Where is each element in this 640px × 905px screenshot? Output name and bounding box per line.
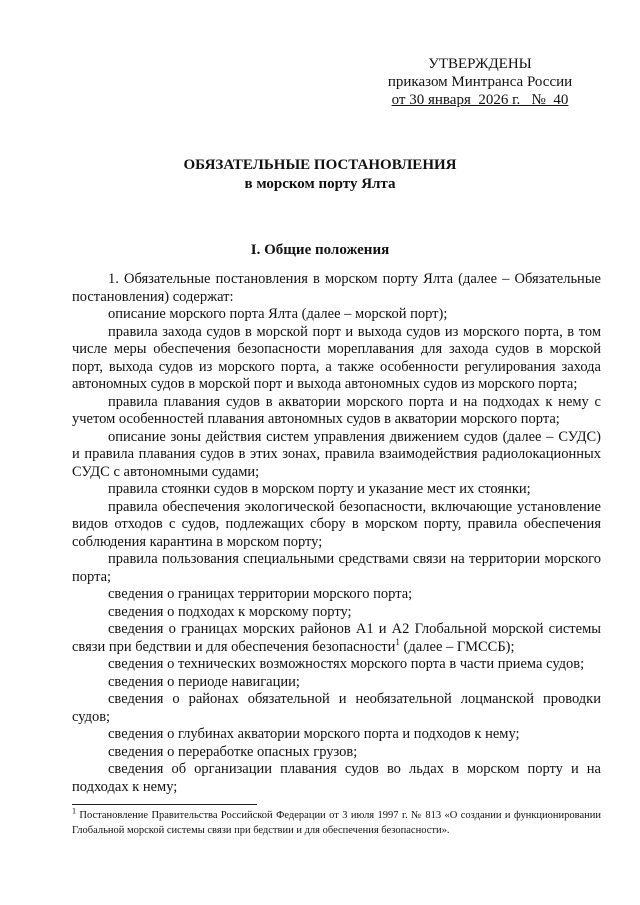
document-title [0, 156, 640, 194]
document-body [72, 271, 601, 796]
paragraph: сведения о подходах к морскому порту; [108, 603, 352, 620]
footnote-mark: 1 [72, 806, 76, 816]
paragraph: сведения о районах обязательной и необязательной лоцманской проводки судов; [72, 691, 601, 725]
document-title-main: ОБЯЗАТЕЛЬНЫЕ ПОСТАНОВЛЕНИЯ [183, 157, 457, 173]
paragraph: правила обеспечения экологической безопасности, включающие установление видов отходов с судов, подлежащих сбору в морском порту, правила обеспечения соблюдения карантина в морском порту; [72, 498, 601, 550]
paragraph-text: сведения о границах морских районов А1 и А2 Глобальной морской системы связи при бедствии и для обеспечения безопасности [72, 621, 601, 655]
paragraph: сведения о переработке опасных грузов; [108, 743, 358, 760]
paragraph: правила захода судов в морской порт и выхода судов из морского порта, в том числе меры обеспечения безопасности мореплавания для захода судов в морской порт, выхода судов из морского порта, а также особенности регулирования захода автономных судов в морской порт и выхода автономных судов из морского порта; [72, 323, 601, 392]
approval-title: УТВЕРЖДЕНЫ [428, 56, 532, 72]
paragraph: описание зоны действия систем управления движением судов (далее – СУДС) и правила плавания судов в этих зонах, правила взаимодействия радиолокационных СУДС с автономными судами; [72, 428, 601, 480]
section-heading: I. Общие положения [250, 242, 390, 258]
footnote-text: Постановление Правительства Российской Федерации от 3 июля 1997 г. № 813 «О создании и функционировании Глобальной морской системы связи при бедствии и для обеспечения безопасности». [72, 810, 601, 836]
paragraph: описание морского порта Ялта (далее – морской порт); [108, 306, 448, 322]
document-title-sub: в морском порту Ялта [244, 176, 396, 192]
footnote [72, 808, 601, 838]
paragraph: сведения о границах территории морского порта; [108, 586, 413, 602]
footnote-reference: 1 [395, 636, 400, 647]
paragraph: сведения о технических возможностях морского порта в части приема судов; [108, 656, 585, 672]
approval-block [360, 55, 600, 109]
paragraph: сведения о глубинах акватории морского порта и подходов к нему; [108, 726, 520, 742]
paragraph: сведения об организации плавания судов во льдах в морском порту и на подходах к нему; [72, 761, 601, 795]
paragraph: правила стоянки судов в морском порту и указание мест их стоянки; [108, 481, 531, 497]
paragraph: сведения о периоде навигации; [108, 673, 300, 690]
paragraph-with-footnote [72, 621, 601, 656]
approval-date-number: от 30 января 2026 г. № 40 [391, 92, 569, 108]
paragraph: правила пользования специальными средствами связи на территории морского порта; [72, 551, 601, 585]
paragraph: 1. Обязательные постановления в морском порту Ялта (далее – Обязательные постановления) содержат: [72, 271, 601, 305]
footnote-divider [72, 804, 257, 805]
paragraph: правила плавания судов в акватории морского порта и на подходах к нему с учетом особенностей плавания автономных судов в акватории морского порта; [72, 393, 601, 427]
approval-order: приказом Минтранса России [387, 74, 573, 90]
paragraph-text-tail: (далее – ГМССБ); [399, 638, 515, 655]
